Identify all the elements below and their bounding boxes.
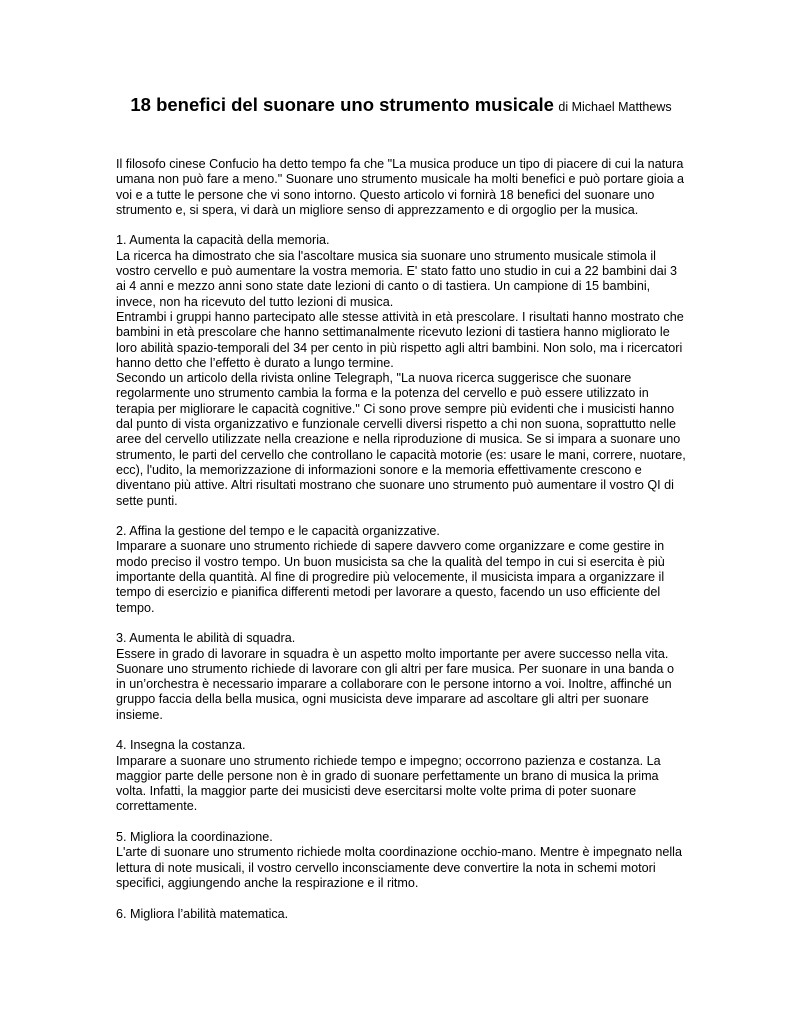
section-heading: 6. Migliora l’abilità matematica. (116, 906, 289, 921)
section-paragraph: Imparare a suonare uno strumento richiede tempo e impegno; occorrono pazienza e costanza. La maggior parte delle persone non è in grado di suonare perfettamente un brano di musica la prima volta. Infatti, la maggior parte dei musicisti deve esercitarsi molte volte prima di poter suonare correttamente. (116, 753, 661, 814)
section-heading: 4. Insegna la costanza. (116, 738, 246, 753)
section-paragraph: Essere in grado di lavorare in squadra è un aspetto molto importante per avere successo nella vita. Suonare uno strumento richiede di lavorare con gli altri per fare musica. Per suonare in una banda o in un’orchestra è necessario imparare a collaborare con le persone intorno a voi. Inoltre, affinché un gruppo faccia della bella musica, ogni musicista deve imparare ad ascoltare gli altri per suonare insieme. (116, 646, 674, 722)
section-paragraph: Imparare a suonare uno strumento richiede di sapere davvero come organizzare e come gestire in modo preciso il vostro tempo. Un buon musicista sa che la qualità del tempo in cui si esercita è più importante della quantità. Al fine di progredire più velocemente, il musicista impara a organizzare il tempo di esercizio e pianifica differenti metodi per lavorare a questo, facendo un uso efficiente del tempo. (116, 539, 665, 615)
section-5 (116, 830, 686, 891)
section-paragraph: L'arte di suonare uno strumento richiede molta coordinazione occhio-mano. Mentre è impegnato nella lettura di note musicali, il vostro cervello inconsciamente deve convertire la nota in schemi motori specifici, aggiungendo anche la respirazione e il ritmo. (116, 845, 682, 890)
section-heading: 5. Migliora la coordinazione. (116, 830, 273, 845)
section-heading: 3. Aumenta le abilità di squadra. (116, 631, 296, 646)
document-page (116, 90, 686, 937)
document-byline: di Michael Matthews (558, 100, 672, 114)
section-1 (116, 233, 686, 508)
section-heading: 1. Aumenta la capacità della memoria. (116, 233, 330, 248)
section-paragraph: Entrambi i gruppi hanno partecipato alle stesse attività in età prescolare. I risultati hanno mostrato che bambini in età prescolare che hanno settimanalmente ricevuto lezioni di tastiera hanno migliorato le loro abilità spazio-temporali del 34 per cento in più rispetto agli altri bambini. Non solo, ma i ricercatori hanno detto che l’effetto è durato a lungo termine. (116, 309, 684, 370)
section-heading: 2. Affina la gestione del tempo e le capacità organizzative. (116, 524, 440, 539)
document-title: 18 benefici del suonare uno strumento musicale (130, 94, 554, 115)
section-paragraph: Secondo un articolo della rivista online Telegraph, "La nuova ricerca suggerisce che suonare regolarmente uno strumento cambia la forma e la potenza del cervello e può essere utilizzato in terapia per migliorare le capacità cognitive." Ci sono prove sempre più evidenti che i musicisti hanno dal punto di vista organizzativo e funzionale cervelli diversi rispetto a chi non suona, soprattutto nelle aree del cervello utilizzate nella creazione e nella riproduzione di musica. Se si impara a suonare uno strumento, le parti del cervello che controllano le capacità motorie (es: usare le mani, correre, nuotare, ecc), l'udito, la memorizzazione di informazioni sonore e la memoria effettivamente crescono e diventano più attive. Altri risultati mostrano che suonare uno strumento può aumentare il vostro QI di sette punti. (116, 371, 686, 508)
article-body (116, 157, 686, 922)
intro-paragraph: Il filosofo cinese Confucio ha detto tempo fa che "La musica produce un tipo di piacere di cui la natura umana non può fare a meno." Suonare uno strumento musicale ha molti benefici e può portare gioia a voi e a tutte le persone che vi sono intorno. Questo articolo vi fornirà 18 benefici del suonare uno strumento e, si spera, vi darà un migliore senso di apprezzamento e di orgoglio per la musica. (116, 157, 685, 217)
section-6 (116, 907, 686, 922)
section-3 (116, 631, 686, 723)
section-paragraph: La ricerca ha dimostrato che sia l'ascoltare musica sia suonare uno strumento musicale stimola il vostro cervello e può aumentare la vostra memoria. E' stato fatto uno studio in cui a 22 bambini dai 3 ai 4 anni e mezzo anni sono state date lezioni di canto o di tastiera. Un campione di 15 bambini, invece, non ha ricevuto del tutto lezioni di musica. (116, 248, 678, 309)
section-4 (116, 738, 686, 814)
title-line (116, 90, 686, 122)
section-2 (116, 524, 686, 616)
